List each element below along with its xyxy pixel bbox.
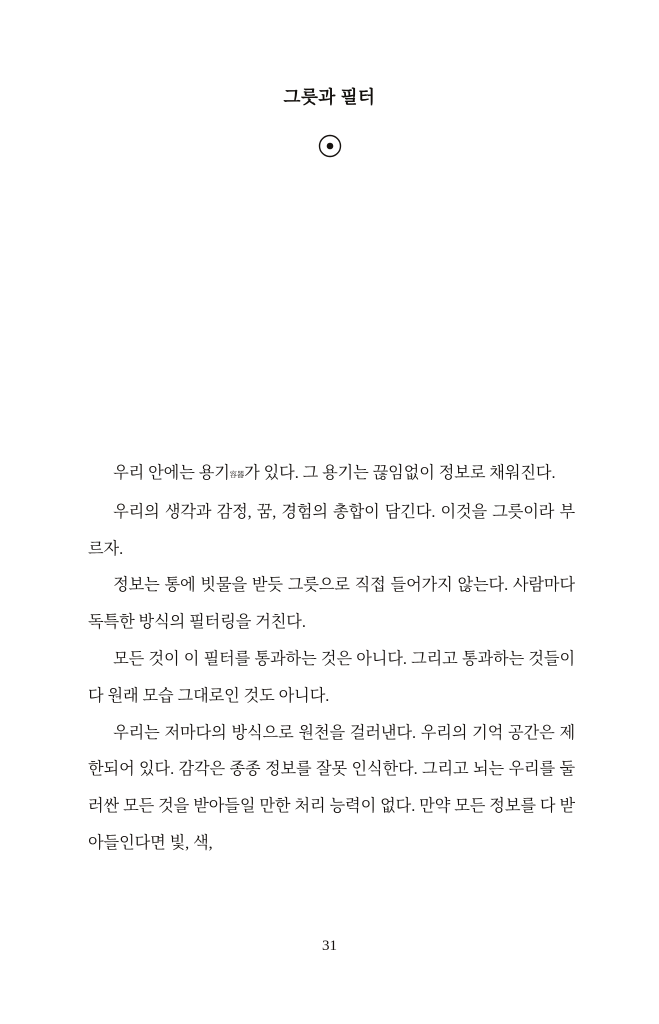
page-title: 그릇과 필터 <box>283 87 376 107</box>
ruby-text: 容器 <box>229 470 245 479</box>
paragraph-5: 우리는 저마다의 방식으로 원천을 걸러낸다. 우리의 기억 공간은 제한되어 있다. 감각은 종종 정보를 잘못 인식한다. 그리고 뇌는 우리를 둘러싼 모든 것을 받아들일 만한 처리 능력이 없다. 만약 모든 정보를 다 받아들인다면 빛, 색, <box>88 723 575 852</box>
paragraph-1 <box>88 455 575 494</box>
paragraph-4: 모든 것이 이 필터를 통과하는 것은 아니다. 그리고 통과하는 것들이 다 원래 모습 그대로인 것도 아니다. <box>88 649 575 705</box>
ruby-annotation <box>230 464 244 482</box>
body-text <box>88 455 575 862</box>
page-number: 31 <box>322 938 337 954</box>
section-ornament <box>0 133 659 167</box>
paragraph-2: 우리의 생각과 감정, 꿈, 경험의 총합이 담긴다. 이것을 그릇이라 부르자. <box>88 502 575 558</box>
paragraph-1-lead: 우리 안에는 용기 <box>113 464 230 482</box>
paragraph-3: 정보는 통에 빗물을 받듯 그릇으로 직접 들어가지 않는다. 사람마다 독특한 방식의 필터링을 거친다. <box>88 576 575 632</box>
paragraph-1-rest: 가 있다. 그 용기는 끊임없이 정보로 채워진다. <box>244 464 556 482</box>
